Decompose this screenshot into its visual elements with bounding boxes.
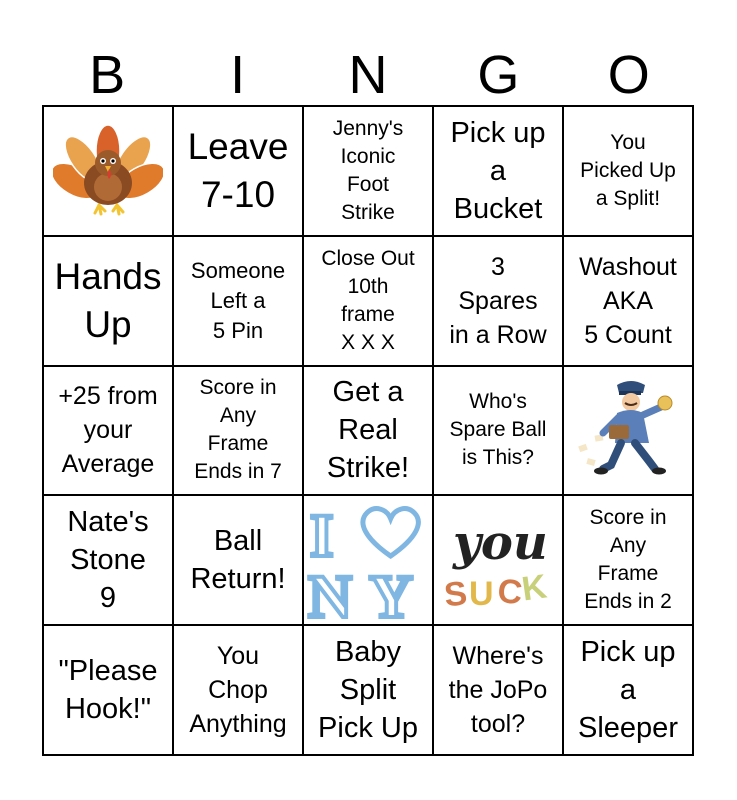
bingo-cell-text: Nate's Stone 9 xyxy=(67,506,149,615)
bingo-cell[interactable] xyxy=(173,495,303,625)
svg-text:S: S xyxy=(442,574,469,615)
bingo-cell[interactable] xyxy=(563,625,693,755)
bingo-cell-text: 3 Spares in a Row xyxy=(449,252,547,349)
bingo-cell-text: +25 from your Average xyxy=(58,382,158,479)
header-letter-n: N xyxy=(348,45,388,105)
bingo-cell[interactable] xyxy=(433,106,563,236)
bingo-cell[interactable] xyxy=(563,236,693,366)
bingo-cell-image[interactable] xyxy=(563,366,693,496)
bingo-cell-text: You Chop Anything xyxy=(189,642,287,739)
bingo-cell-text: Baby Split Pick Up xyxy=(318,636,418,745)
i-love-ny-icon xyxy=(306,498,430,622)
svg-text:N: N xyxy=(307,564,353,623)
you-suck-icon xyxy=(439,501,557,619)
bingo-cell-text: Where's the JoPo tool? xyxy=(448,642,548,739)
bingo-cell[interactable] xyxy=(173,366,303,496)
bingo-cell[interactable] xyxy=(43,495,173,625)
bingo-cell[interactable] xyxy=(303,106,433,236)
bingo-cell-image[interactable] xyxy=(433,495,563,625)
bingo-cell[interactable] xyxy=(563,106,693,236)
svg-text:I: I xyxy=(309,503,334,571)
header-letter-g: G xyxy=(477,45,520,105)
bingo-cell[interactable] xyxy=(433,366,563,496)
turkey-icon xyxy=(53,121,163,221)
bingo-cell-text: You Picked Up a Split! xyxy=(580,130,676,210)
bingo-cell-text: Pick up a Sleeper xyxy=(578,636,678,745)
bingo-cell-text: "Please Hook!" xyxy=(58,655,158,726)
svg-text:U: U xyxy=(469,575,494,614)
bingo-cell-text: Ball Return! xyxy=(190,525,286,596)
bingo-cell[interactable] xyxy=(43,625,173,755)
svg-text:you: you xyxy=(453,515,548,572)
svg-text:Y: Y xyxy=(368,564,414,623)
header-letter-o: O xyxy=(607,45,650,105)
bingo-cell-text: Washout AKA 5 Count xyxy=(579,252,677,349)
header-letter-b: B xyxy=(89,45,126,105)
bingo-cell-text: Close Out 10th frame X X X xyxy=(321,246,415,354)
bingo-cell-text: Get a Real Strike! xyxy=(326,376,410,485)
bingo-cell-text: Someone Left a 5 Pin xyxy=(190,257,286,343)
svg-text:K: K xyxy=(519,567,550,609)
bingo-cell-text: Who's Spare Ball is This? xyxy=(449,390,547,470)
svg-text:C: C xyxy=(495,572,524,613)
bingo-cell-image[interactable] xyxy=(43,106,173,236)
bingo-cell[interactable] xyxy=(563,495,693,625)
bingo-cell-text: Pick up a Bucket xyxy=(450,116,546,225)
bingo-cell[interactable] xyxy=(303,625,433,755)
bingo-cell[interactable] xyxy=(173,106,303,236)
bingo-header xyxy=(42,44,694,106)
bingo-cell-text: Score in Any Frame Ends in 2 xyxy=(584,506,672,614)
mail-carrier-icon xyxy=(573,375,683,485)
bingo-cell[interactable] xyxy=(43,366,173,496)
bingo-grid xyxy=(42,105,694,756)
bingo-cell-text: Hands Up xyxy=(54,255,162,345)
bingo-cell[interactable] xyxy=(173,625,303,755)
bingo-cell[interactable] xyxy=(433,236,563,366)
bingo-cell[interactable] xyxy=(173,236,303,366)
bingo-cell[interactable] xyxy=(303,236,433,366)
bingo-cell[interactable] xyxy=(43,236,173,366)
header-letter-i: I xyxy=(230,45,246,105)
bingo-cell[interactable] xyxy=(433,625,563,755)
bingo-cell-text: Jenny's Iconic Foot Strike xyxy=(332,116,404,224)
bingo-cell-text: Leave 7-10 xyxy=(187,125,289,215)
bingo-cell-text: Score in Any Frame Ends in 7 xyxy=(194,376,282,484)
bingo-cell-image[interactable] xyxy=(303,495,433,625)
bingo-cell[interactable] xyxy=(303,366,433,496)
